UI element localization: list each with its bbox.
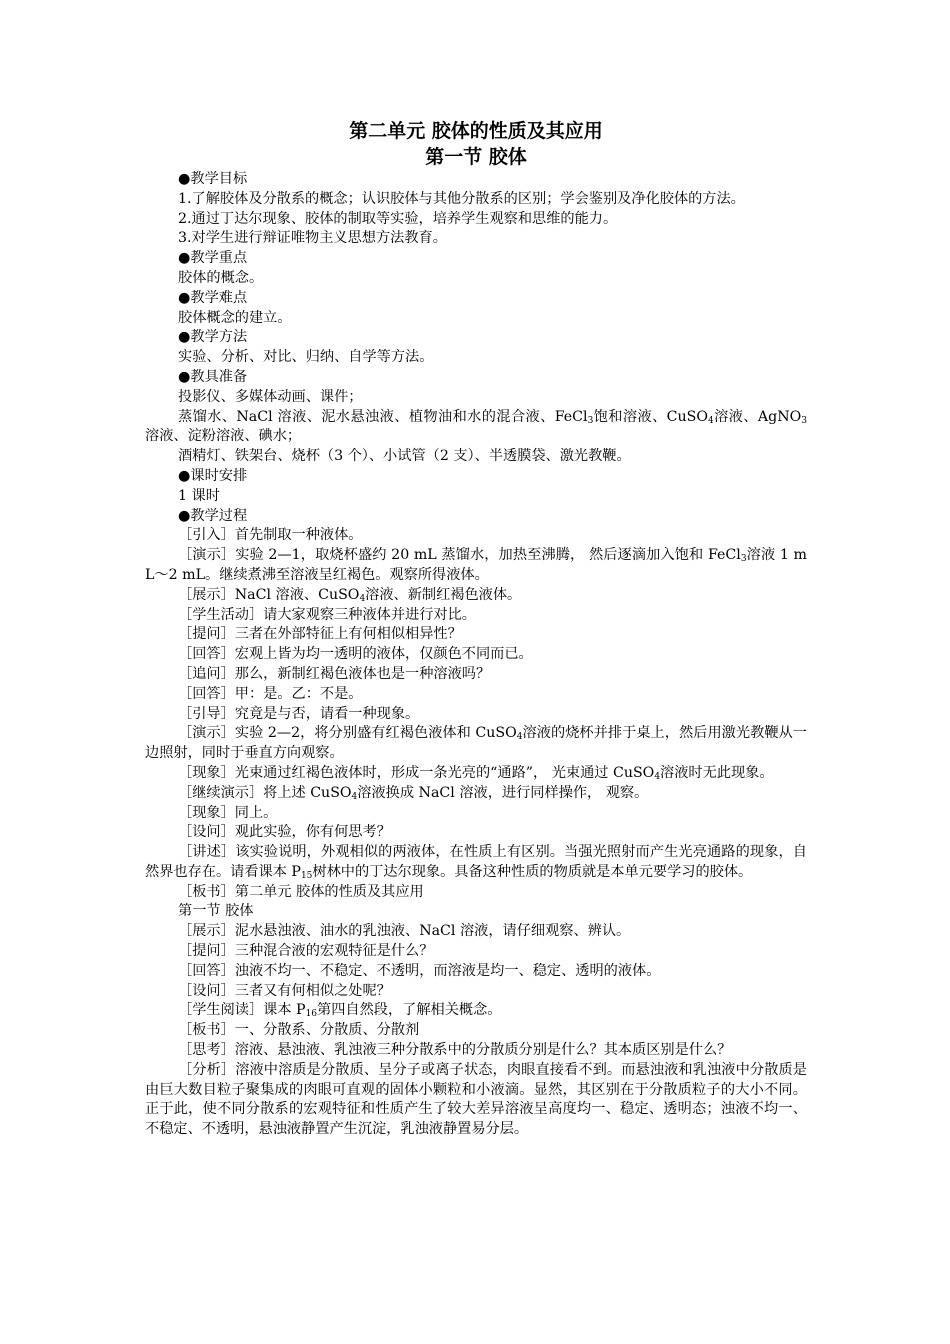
objective-1: 1.了解胶体及分散系的概念；认识胶体与其他分散系的区别；学会鉴别及净化胶体的方法。 xyxy=(178,190,745,207)
process-line: ［回答］甲：是。乙：不是。 xyxy=(178,685,363,702)
process-line: ［学生活动］请大家观察三种液体并进行对比。 xyxy=(178,606,476,623)
process-line: ［追问］那么，新制红褐色液体也是一种溶液吗？ xyxy=(178,665,491,682)
process-line: ［讲述］该实验说明，外观相似的两液体，在性质上有区别。当强光照射而产生光亮通路的现象，自然界也存在。请看课本 $P_{15}$树林中的丁达尔现象。具备这种性质的物质就是本单元要学习的胶体。 xyxy=(145,844,807,881)
process-line: ［学生阅读］课本 $P_{16}$第四自然段，了解相关概念。 xyxy=(178,1002,502,1020)
materials-line-1: 投影仪、多媒体动画、课件； xyxy=(178,388,363,405)
process-line: ［演示］实验 2—2，将分别盛有红褐色液体和 CuSO$_4$溶液的烧杯并排于桌上，然后用激光教鞭从一边照射，同时于垂直方向观察。 xyxy=(145,725,807,762)
process-line: ［提问］三种混合液的宏观特征是什么？ xyxy=(178,943,434,960)
difficulty-text: 胶体概念的建立。 xyxy=(178,309,292,326)
process-line: ［板书］第二单元 胶体的性质及其应用 xyxy=(178,883,424,900)
process-line: ［现象］光束通过红褐色液体时，形成一条光亮的“通路”， 光束通过 CuSO$_4$溶液时无此现象。 xyxy=(178,764,774,782)
methods-text: 实验、分析、对比、归纳、自学等方法。 xyxy=(178,349,434,366)
process-line: ［分析］溶液中溶质是分散质、呈分子或离子状态，肉眼直接看不到。而悬浊液和乳浊液中分散质是由巨大数目粒子聚集成的肉眼可直观的固体小颗粒和小液滴。显然，其区别在于分散质粒子的大小不同。正于此，使不同分散系的宏观特征和性质产生了较大差异溶液呈高度均一、稳定、透明态；浊液不均一、不稳定、不透明，悬浊液静置产生沉淀，乳浊液静置易分层。 xyxy=(145,1061,807,1138)
process-line: ［演示］实验 2—1，取烧杯盛约 20 mL 蒸馏水，加热至沸腾， 然后逐滴加入饱和 FeCl$_3$溶液 1 mL～2 mL。继续煮沸至溶液呈红褐色。观察所得液体。 xyxy=(145,547,807,583)
heading-schedule: ●课时安排 xyxy=(178,467,248,484)
process-line: ［设问］观此实验，你有何思考？ xyxy=(178,824,391,841)
heading-methods: ●教学方法 xyxy=(178,329,248,346)
document-page xyxy=(145,118,807,1140)
process-line: ［回答］浊液不均一、不稳定、不透明，而溶液是均一、稳定、透明的液体。 xyxy=(178,962,661,979)
heading-process: ●教学过程 xyxy=(178,507,248,524)
process-line: ［引入］首先制取一种液体。 xyxy=(178,527,363,544)
heading-objectives: ●教学目标 xyxy=(178,171,248,187)
heading-key-points: ●教学重点 xyxy=(178,250,248,267)
process-line: ［设问］三者又有何相似之处呢？ xyxy=(178,982,391,999)
heading-materials: ●教具准备 xyxy=(178,368,248,385)
process-line: ［继续演示］将上述 CuSO$_4$溶液换成 NaCl 溶液，进行同样操作， 观察。 xyxy=(178,784,649,802)
unit-title: 第二单元 胶体的性质及其应用 xyxy=(349,120,603,142)
process-line: ［现象］同上。 xyxy=(178,804,278,821)
process-line: ［提问］三者在外部特征上有何相似相异性？ xyxy=(178,626,462,643)
objective-3: 3.对学生进行辩证唯物主义思想方法教育。 xyxy=(178,230,447,247)
process-line: ［展示］NaCl 溶液、CuSO$_4$溶液、新制红褐色液体。 xyxy=(178,586,522,604)
process-line: ［思考］溶液、悬浊液、乳浊液三种分散系中的分散质分别是什么？其本质区别是什么？ xyxy=(178,1042,732,1059)
objective-2: 2.通过丁达尔现象、胶体的制取等实验，培养学生观察和思维的能力。 xyxy=(178,210,618,227)
materials-line-3: 酒精灯、铁架台、烧杯（3 个）、小试管（2 支）、半透膜袋、激光教鞭。 xyxy=(178,448,631,465)
section-title: 第一节 胶体 xyxy=(425,146,527,168)
process-line: ［回答］宏观上皆为均一透明的液体，仅颜色不同而已。 xyxy=(178,646,533,663)
heading-difficulties: ●教学难点 xyxy=(178,289,248,306)
process-line: ［板书］一、分散系、分散质、分散剂 xyxy=(178,1022,420,1039)
process-line: ［引导］究竟是与否，请看一种现象。 xyxy=(178,705,420,722)
materials-line-2: 蒸馏水、NaCl 溶液、泥水悬浊液、植物油和水的混合液、FeCl$_3$饱和溶液、CuSO$_4$溶液、AgNO$_3$溶液、淀粉溶液、碘水； xyxy=(145,408,808,445)
schedule-text: 1 课时 xyxy=(178,487,220,504)
key-point-text: 胶体的概念。 xyxy=(178,269,264,286)
process-line: 第一节 胶体 xyxy=(178,903,254,920)
process-line: ［展示］泥水悬浊液、油水的乳浊液、NaCl 溶液，请仔细观察、辨认。 xyxy=(178,923,631,940)
